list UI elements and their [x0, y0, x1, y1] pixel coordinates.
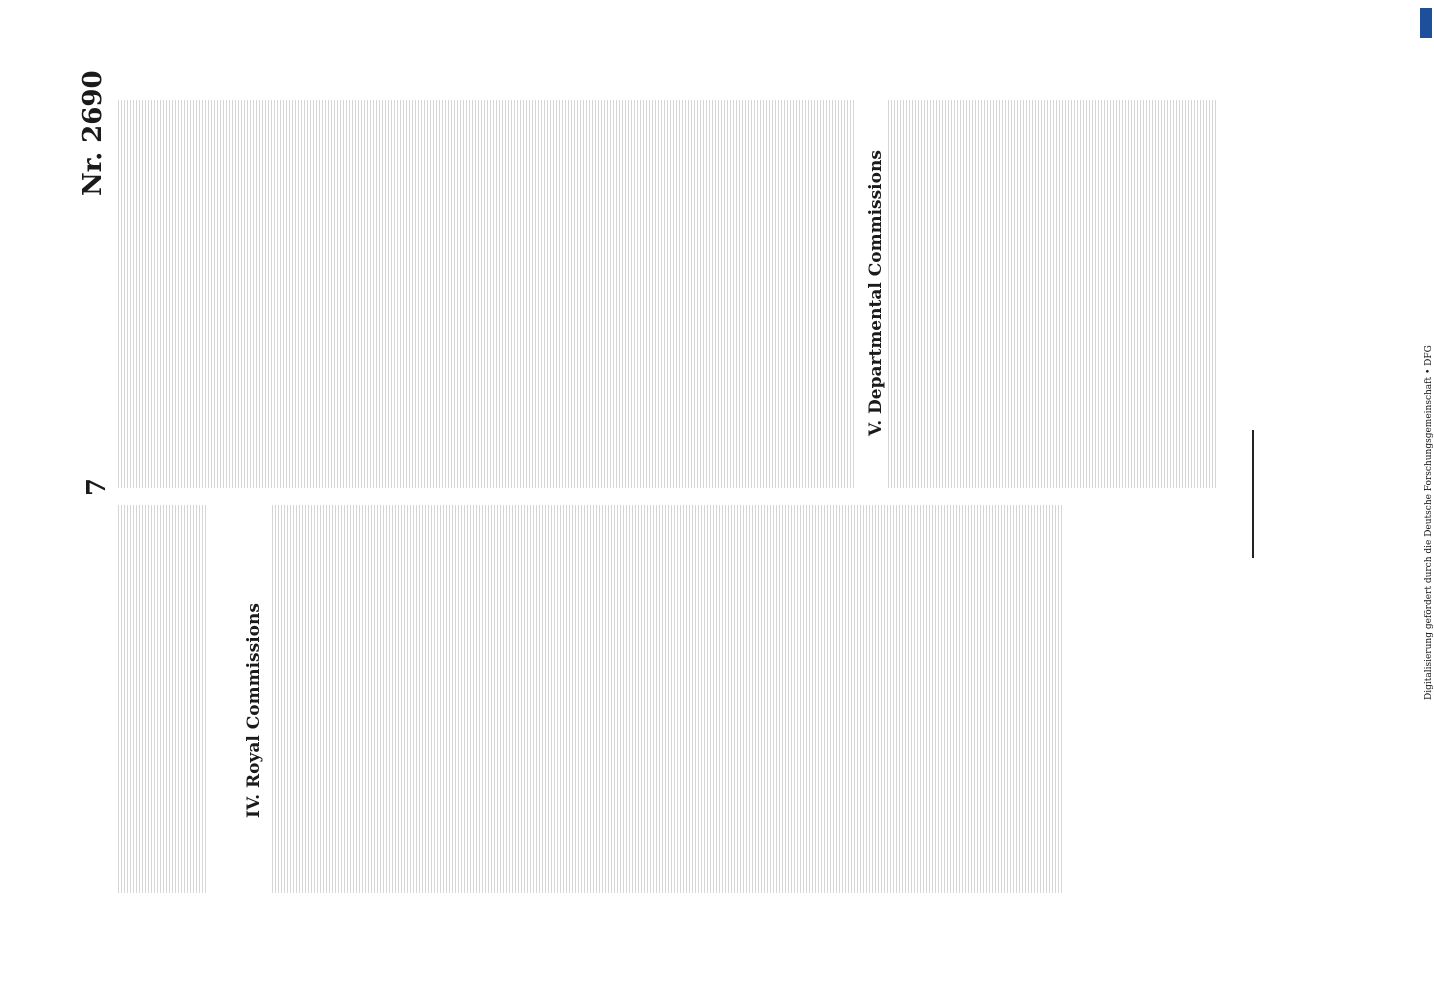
digitization-credit: Digitalisierung gefördert durch die Deutsche Forschungsgemeinschaft • DFG: [1424, 345, 1434, 700]
column-text-block: [118, 100, 854, 488]
issue-number: Nr. 2690: [78, 70, 108, 196]
section-heading: V. Departmental Commissions: [866, 150, 886, 436]
section-heading: IV. Royal Commissions: [244, 603, 264, 818]
column-divider: [1252, 430, 1254, 558]
dfg-logo: [1420, 8, 1432, 38]
page-number: 7: [82, 477, 112, 496]
column-text-block: [118, 505, 206, 893]
column-text-block: [272, 505, 1064, 893]
column-text-block: [888, 100, 1216, 488]
